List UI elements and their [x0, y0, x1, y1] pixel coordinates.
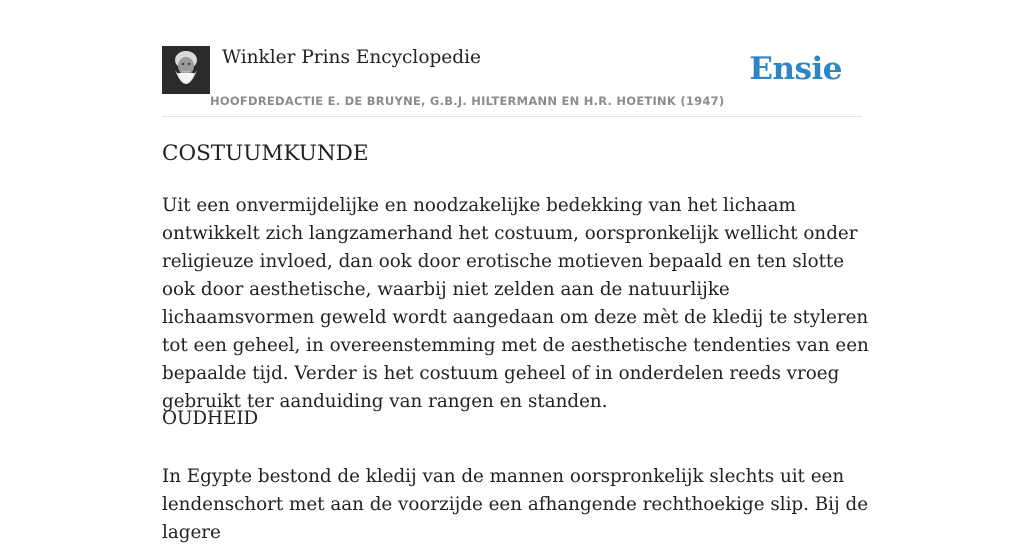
article-paragraph: In Egypte bestond de kledij van de mannen oorspronkelijk slechts uit een lendenschort met aan de voorzijde een afhangende rechthoekige slip. Bij de lagere	[162, 466, 869, 543]
site-header	[162, 46, 862, 117]
page	[162, 0, 869, 543]
section-heading: OUDHEID	[162, 408, 259, 429]
avatar[interactable]	[162, 46, 210, 94]
article-paragraph: Uit een onvermijdelijke en noodzakelijke bedekking van het lichaam ontwikkelt zich langzamerhand het costuum, oorspronkelijk wellicht onder religieuze invloed, dan ook door erotische motieven bepaald en ten slotte ook door aesthetische, waarbij niet zelden aan de natuurlijke lichaamsvormen geweld wordt aangedaan om deze mèt de kledij te styleren tot een geheel, in overeenstemming met de aesthetische tendenties van een bepaalde tijd. Verder is het costuum geheel of in onderdelen reeds vroeg gebruikt ter aanduiding van rangen en standen.	[162, 195, 869, 412]
bearded-man-portrait-icon	[162, 46, 210, 94]
article-title: COSTUUMKUNDE	[162, 141, 369, 166]
editors-line: HOOFDREDACTIE E. DE BRUYNE, G.B.J. HILTERMANN EN H.R. HOETINK (1947)	[210, 94, 725, 108]
site-title[interactable]: Winkler Prins Encyclopedie	[222, 47, 481, 68]
ensie-logo[interactable]: Ensie	[749, 51, 842, 87]
